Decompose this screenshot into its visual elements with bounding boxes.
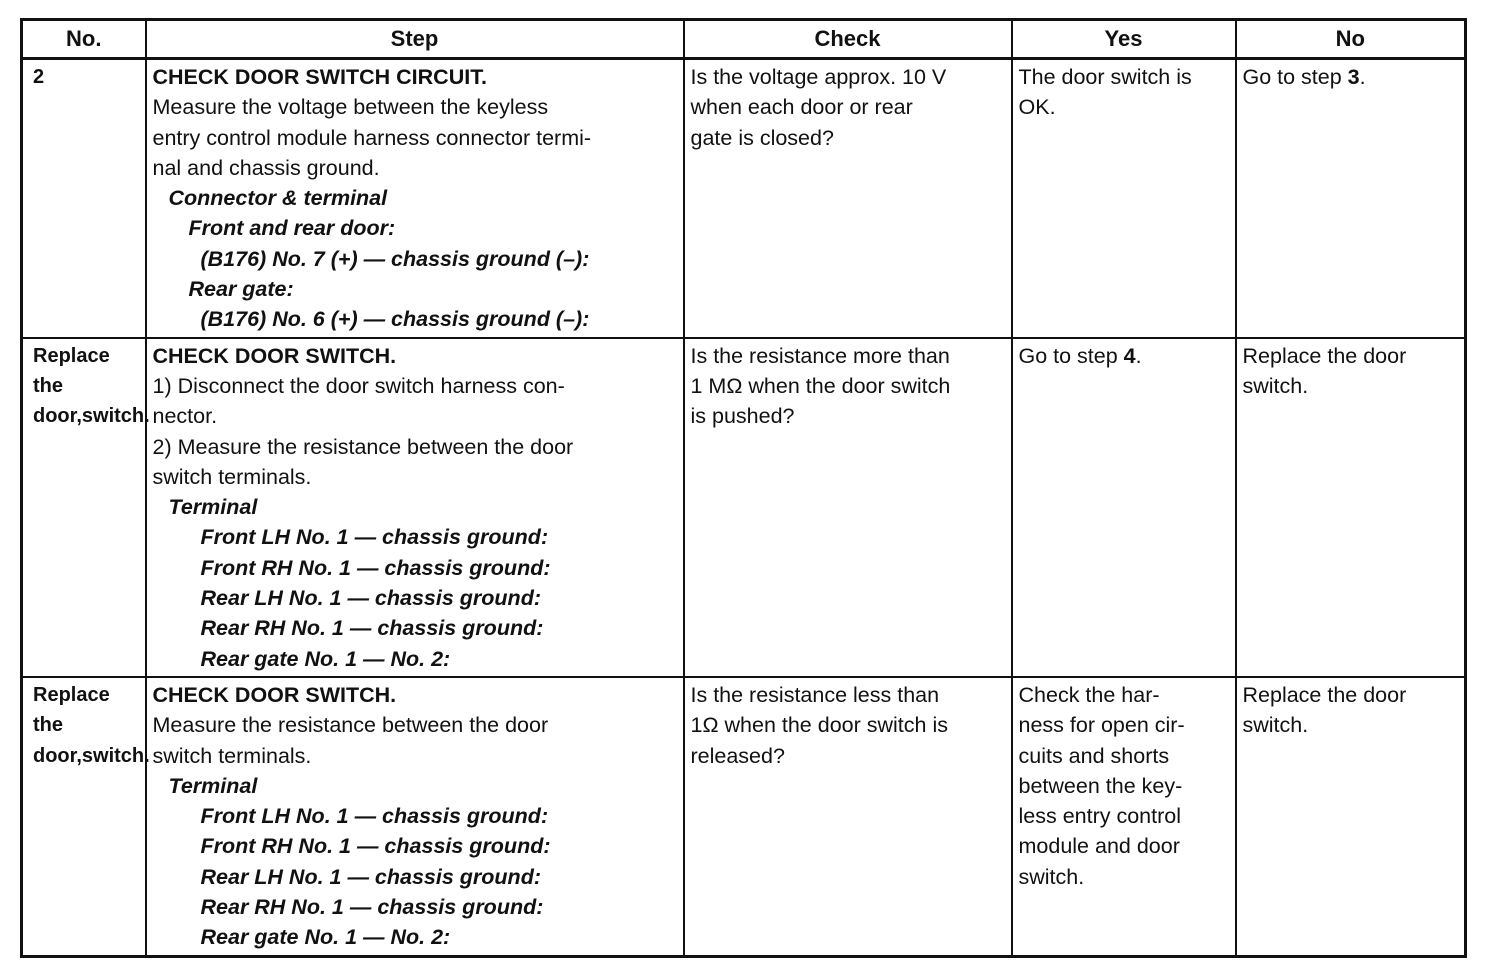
spec-heading: Terminal — [168, 495, 258, 520]
spec-item: Front RH No. 1 — chassis ground: — [200, 834, 551, 859]
yes-cell — [1012, 338, 1236, 677]
yes-text-line: module and door — [1018, 834, 1180, 859]
check-text-line: Is the voltage approx. 10 V — [690, 65, 947, 89]
spec-item: Front RH No. 1 — chassis ground: — [200, 555, 551, 580]
step-text-line: nal and chassis ground. — [152, 155, 380, 180]
yes-text-line: less entry control — [1018, 804, 1182, 829]
step-number: Replace the door,switch. — [22, 677, 146, 956]
yes-text-line: between the key- — [1018, 773, 1183, 798]
step-text-line: switch terminals. — [152, 464, 312, 489]
step-text-line: entry control module harness connector termi- — [152, 125, 592, 150]
table-row — [22, 59, 1466, 338]
yes-text: Go to step — [1018, 343, 1124, 368]
spec-item: Rear RH No. 1 — chassis ground: — [200, 616, 544, 641]
spec-item: Rear RH No. 1 — chassis ground: — [200, 895, 544, 920]
check-text-line: when each door or rear — [690, 95, 913, 120]
check-text-line: Is the resistance more than — [690, 343, 950, 368]
step-text-line: nector. — [152, 404, 218, 429]
no-cell — [1236, 338, 1466, 677]
check-cell — [684, 677, 1012, 956]
spec-item: Front LH No. 1 — chassis ground: — [200, 804, 549, 829]
check-text-line: Is the resistance less than — [690, 682, 940, 707]
no-text-line: switch. — [1242, 713, 1309, 738]
diagnostic-table — [20, 18, 1467, 958]
yes-text-line: ness for open cir- — [1018, 713, 1185, 738]
yes-text-suffix: . — [1135, 343, 1142, 368]
step-text-line: Measure the resistance between the door — [152, 713, 549, 738]
step-cell — [146, 677, 684, 956]
check-cell — [684, 59, 1012, 338]
check-text-line: gate is closed? — [690, 125, 834, 150]
step-number: 2 — [22, 59, 146, 338]
step-reference: 3 — [1347, 65, 1360, 89]
yes-cell — [1012, 59, 1236, 338]
header-step: Step — [146, 20, 684, 59]
step-text-line: 2) Measure the resistance between the door — [152, 434, 574, 459]
no-text-line: switch. — [1242, 373, 1309, 398]
check-text-line: 1Ω when the door switch is — [690, 713, 948, 738]
yes-text-line: Check the har- — [1018, 682, 1160, 707]
spec-item: Front LH No. 1 — chassis ground: — [200, 525, 549, 550]
spec-item: (B176) No. 6 (+) — chassis ground (–): — [200, 307, 590, 332]
step-text-line: 1) Disconnect the door switch harness con- — [152, 373, 565, 398]
spec-item: Rear LH No. 1 — chassis ground: — [200, 586, 541, 611]
header-yes: Yes — [1012, 20, 1236, 59]
check-text-line: 1 MΩ when the door switch — [690, 373, 951, 398]
header-no: No. — [22, 20, 146, 59]
header-check: Check — [684, 20, 1012, 59]
no-text-line: Replace the door — [1242, 343, 1407, 368]
check-cell — [684, 338, 1012, 677]
spec-subheading: Front and rear door: — [188, 216, 396, 241]
spec-item: Rear gate No. 1 — No. 2: — [200, 925, 451, 950]
yes-text-line: switch. — [1018, 864, 1085, 889]
spec-item: Rear gate No. 1 — No. 2: — [200, 646, 451, 671]
check-text-line: released? — [690, 743, 785, 768]
spec-heading: Connector & terminal — [168, 186, 388, 211]
spec-heading: Terminal — [168, 773, 258, 798]
check-text-line: is pushed? — [690, 404, 795, 429]
step-title: CHECK DOOR SWITCH CIRCUIT. — [152, 65, 487, 89]
step-title: CHECK DOOR SWITCH. — [152, 343, 397, 368]
spec-item: Rear LH No. 1 — chassis ground: — [200, 864, 541, 889]
yes-text-line: The door switch is — [1018, 65, 1192, 89]
no-cell — [1236, 59, 1466, 338]
step-number: Replace the door,switch. — [22, 338, 146, 677]
no-cell — [1236, 677, 1466, 956]
table-row — [22, 338, 1466, 677]
spec-item: (B176) No. 7 (+) — chassis ground (–): — [200, 246, 590, 271]
no-text: Go to step — [1242, 65, 1348, 89]
header-row — [22, 20, 1466, 59]
step-reference: 4 — [1123, 343, 1136, 368]
no-text-line: Replace the door — [1242, 682, 1407, 707]
no-text-suffix: . — [1359, 65, 1366, 89]
yes-cell — [1012, 677, 1236, 956]
step-text-line: switch terminals. — [152, 743, 312, 768]
step-cell — [146, 338, 684, 677]
step-text-line: Measure the voltage between the keyless — [152, 95, 549, 120]
spec-subheading: Rear gate: — [188, 277, 294, 302]
step-cell — [146, 59, 684, 338]
header-no-result: No — [1236, 20, 1466, 59]
yes-text-line: cuits and shorts — [1018, 743, 1170, 768]
step-title: CHECK DOOR SWITCH. — [152, 682, 397, 707]
table-row — [22, 677, 1466, 956]
yes-text-line: OK. — [1018, 95, 1056, 120]
